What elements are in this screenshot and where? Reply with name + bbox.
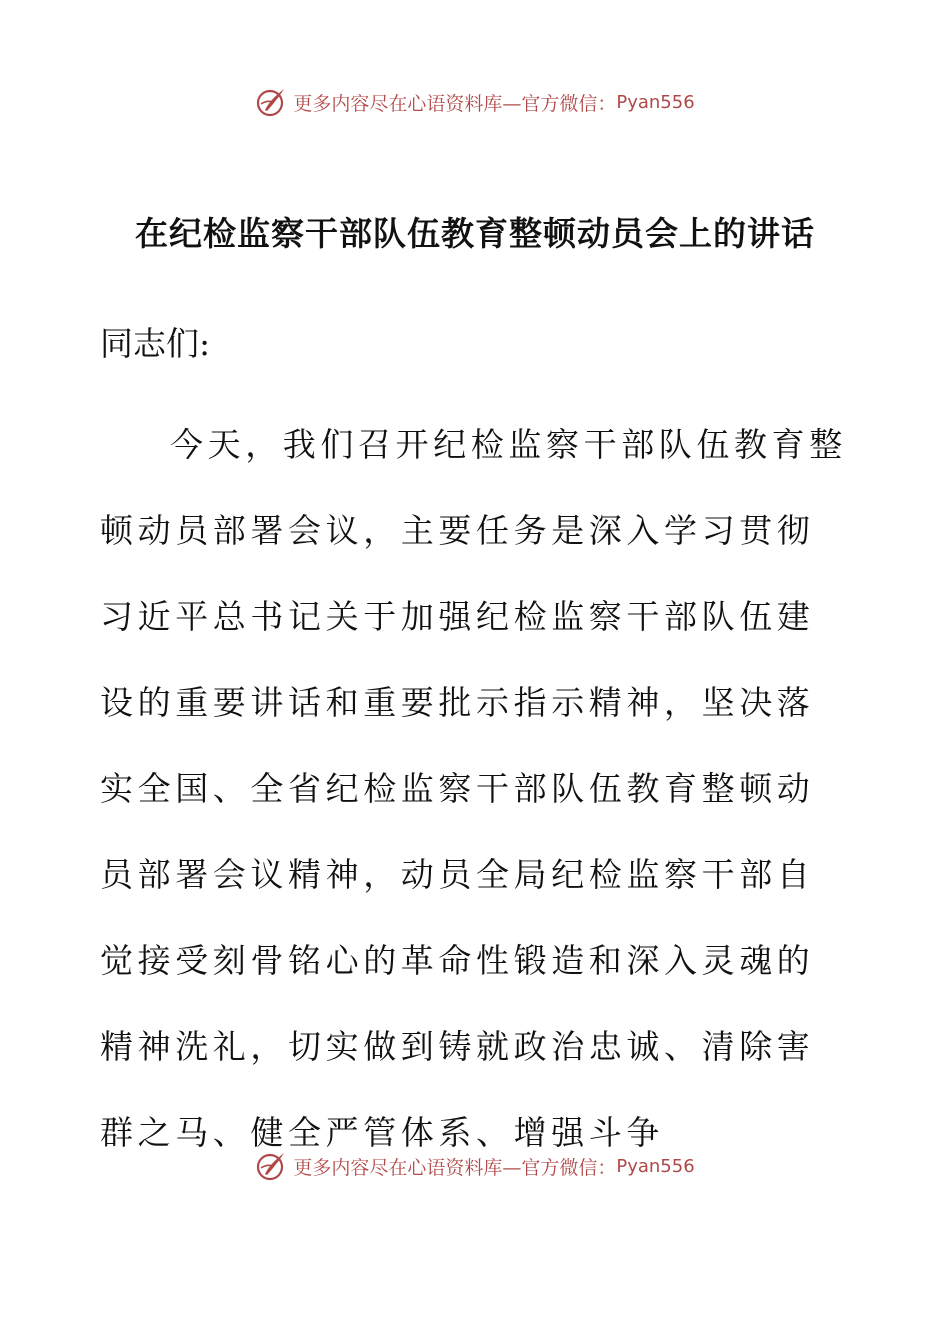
body-paragraph: 今天，我们召开纪检监察干部队伍教育整顿动员部署会议，主要任务是深入学习贯彻习近平总书记关于加强纪检监察干部队伍建设的重要讲话和重要批示指示精神，坚决落实全国、全省纪检监察干部队伍教育整顿动员部署会议精神，动员全局纪检监察干部自觉接受刻骨铭心的革命性锻造和深入灵魂的精神洗礼，切实做到铸就政治忠诚、清除害群之马、健全严管体系、增强斗争 [100, 425, 847, 1152]
header-watermark [0, 82, 950, 122]
document-title: 在纪检监察干部队伍教育整顿动员会上的讲话 [135, 214, 815, 253]
salutation: 同志们: [100, 324, 211, 363]
watermark-wechat-id: Pyan556 [616, 1155, 695, 1177]
watermark-text: 更多内容尽在心语资料库—官方微信： [293, 1156, 617, 1179]
footer-watermark [0, 1146, 950, 1186]
quill-logo-icon [255, 1150, 287, 1182]
watermark-wechat-id: Pyan556 [616, 91, 695, 113]
watermark-text: 更多内容尽在心语资料库—官方微信： [293, 92, 617, 115]
quill-logo-icon [255, 86, 287, 118]
